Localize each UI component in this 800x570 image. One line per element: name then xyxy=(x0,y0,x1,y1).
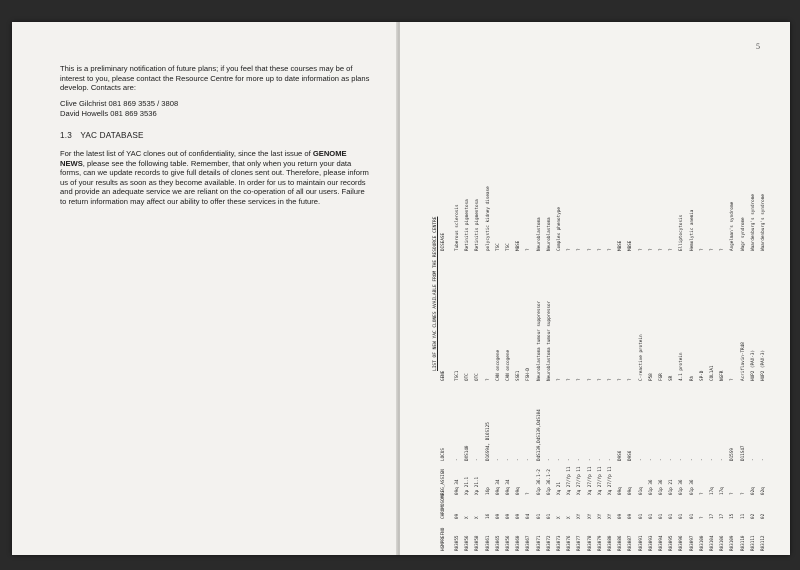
cell-chromosome: XY xyxy=(577,513,583,519)
cell-gene: ? xyxy=(557,378,562,381)
cell-gene: ? xyxy=(730,378,736,381)
section-heading xyxy=(60,131,144,140)
cell-reg-assign: ? xyxy=(699,492,705,495)
cell-chromosome: 01 xyxy=(679,513,685,519)
cell-ref: R03094 xyxy=(659,535,664,551)
header-gene: GENE xyxy=(441,370,446,381)
cell-locus: - xyxy=(577,458,583,461)
cell-locus: D9S6 xyxy=(628,450,634,461)
cell-gene: ? xyxy=(628,378,634,381)
cell-disease: MBSE xyxy=(516,240,522,251)
cell-disease: MBSE xyxy=(628,240,634,251)
cell-reg-assign: 01p 36 xyxy=(689,479,695,495)
cell-reg-assign: 16p xyxy=(485,487,491,495)
cell-locus: - xyxy=(557,458,562,461)
cell-chromosome: ? xyxy=(699,516,705,519)
cell-disease: ? xyxy=(587,248,593,251)
cell-reg-assign: 09q xyxy=(618,487,624,495)
cell-locus: - xyxy=(526,458,532,461)
cell-locus: - xyxy=(699,458,705,461)
cell-chromosome: X xyxy=(557,516,562,519)
cell-gene: C-reactive protein xyxy=(638,334,644,381)
cell-reg-assign: 01p 21 xyxy=(669,479,675,495)
header-locus: LOCUS xyxy=(441,448,446,461)
cell-reg-assign: 01q xyxy=(638,487,644,495)
yac-clone-table xyxy=(433,77,773,551)
cell-disease: Elliptocytosis xyxy=(679,214,685,251)
cell-chromosome: 01 xyxy=(638,513,644,519)
cell-reg-assign: Xp 21.1 xyxy=(475,476,481,495)
cell-gene: Neuroblastoma tumour suppressor xyxy=(536,300,542,381)
cell-locus: - xyxy=(516,458,522,461)
cell-ref: R03071 xyxy=(536,535,542,551)
cell-locus: D15S9 xyxy=(730,448,736,461)
cell-gene: Acriflavin-TR48 xyxy=(740,342,746,381)
cell-ref: R03058 xyxy=(475,535,481,551)
cell-ref: R03067 xyxy=(526,535,532,551)
cell-locus: - xyxy=(495,458,501,461)
cell-chromosome: 01 xyxy=(659,513,664,519)
cell-chromosome: 17 xyxy=(720,513,726,519)
cell-ref: R03096 xyxy=(679,535,685,551)
cell-disease: ? xyxy=(638,248,644,251)
cell-reg-assign: Xq 21 xyxy=(557,482,562,495)
cell-chromosome: 01 xyxy=(689,513,695,519)
cell-ref: R03095 xyxy=(669,535,675,551)
cell-locus: - xyxy=(506,458,511,461)
genome-news-emphasis: GENOME NEWS xyxy=(60,149,347,168)
cell-disease: Tuberous sclerosis xyxy=(455,204,460,251)
contact-david: David Howells 081 869 3536 xyxy=(60,108,157,118)
cell-locus: D9S6 xyxy=(618,450,624,461)
document-spread xyxy=(12,22,790,555)
cell-reg-assign: Xq 27/Yp 11 xyxy=(608,466,613,495)
cell-ref: R03093 xyxy=(648,535,654,551)
cell-chromosome: 02 xyxy=(750,513,756,519)
cell-chromosome: 04 xyxy=(526,513,532,519)
cell-ref: R03080 xyxy=(608,535,613,551)
header-reg-assign: REG_ASSIGN xyxy=(441,469,446,495)
cell-reg-assign: Xq 27/Yp 11 xyxy=(587,466,593,495)
cell-chromosome: XY xyxy=(597,513,603,519)
cell-reg-assign: 09q 34 xyxy=(506,479,511,495)
cell-reg-assign: 09q 34 xyxy=(455,479,460,495)
cell-locus: - xyxy=(597,458,603,461)
cell-reg-assign: ? xyxy=(526,492,532,495)
cell-chromosome: 01 xyxy=(536,513,542,519)
cell-locus: - xyxy=(761,458,766,461)
cell-disease: ? xyxy=(699,248,705,251)
cell-disease: ? xyxy=(567,248,573,251)
cell-gene: COL1A1 xyxy=(710,365,715,381)
cell-ref: R03091 xyxy=(638,535,644,551)
cell-disease: ? xyxy=(669,248,675,251)
cell-disease: Waardenburg's syndrome xyxy=(761,194,766,251)
header-hgmprefno: HGMPREFNO xyxy=(441,527,446,551)
cell-reg-assign: 01p 36 xyxy=(648,479,654,495)
cell-disease: Retinitis pigmentosa xyxy=(475,199,481,251)
cell-locus: D4S139,D4S139,D4S104 xyxy=(536,409,542,461)
cell-locus: - xyxy=(669,458,675,461)
cell-gene: FGR xyxy=(659,373,664,381)
cell-gene: CAN oncogene xyxy=(506,349,511,381)
cell-chromosome: 09 xyxy=(618,513,624,519)
cell-gene: SSE1 xyxy=(516,370,522,381)
cell-chromosome: 01 xyxy=(546,513,552,519)
cell-gene: ? xyxy=(587,378,593,381)
cell-reg-assign: 02q xyxy=(761,487,766,495)
cell-reg-assign: ? xyxy=(740,492,746,495)
yac-paragraph xyxy=(60,149,370,207)
cell-disease: ? xyxy=(648,248,654,251)
cell-reg-assign: ? xyxy=(730,492,736,495)
cell-ref: R03073 xyxy=(557,535,562,551)
cell-reg-assign: Xq 27/Yp 11 xyxy=(577,466,583,495)
cell-reg-assign: Xp 21.1 xyxy=(465,476,471,495)
cell-chromosome: XY xyxy=(587,513,593,519)
yac-paragraph-end: , please see the following table. Remember, that only when you return your data forms, can we update records to give full details of clones sent out. Therefore, please inform us of your results as soon as they become available. In order for us to maintain our records and provide an adequate service we are reliant on the co-operation of all our users. Failure to return information may affect our ability to offer these services in the future. xyxy=(60,158,369,206)
contacts-block xyxy=(60,99,370,118)
cell-chromosome: 09 xyxy=(495,513,501,519)
cell-locus: D16S94, D16S125 xyxy=(485,422,491,461)
cell-disease: TSC xyxy=(506,243,511,251)
cell-gene: Rh xyxy=(689,375,695,381)
cell-chromosome: 02 xyxy=(761,513,766,519)
cell-ref: R03078 xyxy=(587,535,593,551)
cell-chromosome: X xyxy=(465,516,471,519)
header-disease: DISEASE xyxy=(441,232,446,251)
cell-locus: - xyxy=(475,458,481,461)
cell-gene: ? xyxy=(485,378,491,381)
cell-disease: Neuroblastoma xyxy=(546,217,552,251)
cell-ref: R03076 xyxy=(567,535,573,551)
cell-chromosome: X xyxy=(475,516,481,519)
cell-ref: R03086 xyxy=(618,535,624,551)
cell-locus: - xyxy=(679,458,685,461)
yac-paragraph-start: For the latest list of YAC clones out of confidentiality, since the last issue of xyxy=(60,149,313,158)
cell-disease: ? xyxy=(608,248,613,251)
cell-gene: SP-D xyxy=(699,370,705,381)
cell-chromosome: 11 xyxy=(740,513,746,519)
cell-gene: HUP2 (PAX-3) xyxy=(750,349,756,381)
cell-locus: - xyxy=(587,458,593,461)
cell-chromosome: 15 xyxy=(730,513,736,519)
cell-disease: Wagr syndrome xyxy=(740,217,746,251)
cell-reg-assign: Xq 27/Yp 11 xyxy=(567,466,573,495)
intro-paragraph: This is a preliminary notification of future plans; if you feel that these courses may be of interest to you, please contact the Resource Centre for more up to date information as plans develop. Contacts are: xyxy=(60,64,370,93)
cell-locus: - xyxy=(659,458,664,461)
cell-reg-assign: 17q xyxy=(720,487,726,495)
cell-ref: R03072 xyxy=(546,535,552,551)
cell-disease: ? xyxy=(720,248,726,251)
cell-reg-assign: 02q xyxy=(750,487,756,495)
cell-ref: R03100 xyxy=(699,535,705,551)
header-chromosome: CHROMOSOME xyxy=(441,493,446,519)
cell-gene: NGFR xyxy=(720,370,726,381)
cell-gene: 4.1 protein xyxy=(679,352,685,381)
cell-gene: ? xyxy=(577,378,583,381)
cell-ref: R03079 xyxy=(597,535,603,551)
cell-ref: R03106 xyxy=(720,535,726,551)
cell-disease: Retinitis pigmentosa xyxy=(465,199,471,251)
cell-locus: - xyxy=(689,458,695,461)
cell-disease: ? xyxy=(659,248,664,251)
cell-ref: R03060 xyxy=(516,535,522,551)
cell-disease: ? xyxy=(577,248,583,251)
cell-locus: - xyxy=(710,458,715,461)
cell-locus: - xyxy=(648,458,654,461)
cell-reg-assign: 01p 36 xyxy=(679,479,685,495)
cell-disease: ? xyxy=(710,248,715,251)
cell-chromosome: 17 xyxy=(710,513,715,519)
cell-disease: Complex phenotype xyxy=(557,207,562,251)
cell-disease: Waardenburg's syndrome xyxy=(750,194,756,251)
cell-ref: R03111 xyxy=(750,535,756,551)
cell-ref: R03112 xyxy=(761,535,766,551)
cell-ref: R03097 xyxy=(689,535,695,551)
cell-reg-assign: 09q xyxy=(516,487,522,495)
cell-locus: - xyxy=(720,458,726,461)
cell-gene: FSH-D xyxy=(526,368,532,381)
cell-ref: R03110 xyxy=(740,535,746,551)
cell-reg-assign: 17q xyxy=(710,487,715,495)
cell-ref: R03056 xyxy=(465,535,471,551)
left-page xyxy=(12,22,398,555)
cell-locus: - xyxy=(455,458,460,461)
cell-disease: Hemolytic anemia xyxy=(689,209,695,251)
cell-disease: Neuroblastoma xyxy=(536,217,542,251)
cell-ref: R03077 xyxy=(577,535,583,551)
cell-reg-assign: 09q xyxy=(628,487,634,495)
cell-gene: SR xyxy=(669,375,675,381)
cell-disease: ? xyxy=(597,248,603,251)
cell-gene: OTC xyxy=(465,373,471,381)
cell-reg-assign: 09q 34 xyxy=(495,479,501,495)
cell-chromosome: 09 xyxy=(516,513,522,519)
cell-reg-assign: 01p 36.1-2 xyxy=(546,469,552,495)
cell-ref: R03061 xyxy=(485,535,491,551)
cell-gene: TSC1 xyxy=(455,370,460,381)
cell-reg-assign: Xq 27/Yp 11 xyxy=(597,466,603,495)
rotated-table-area xyxy=(433,77,773,551)
cell-disease: Angelman's syndrome xyxy=(730,201,736,251)
cell-reg-assign: 01p 36 xyxy=(659,479,664,495)
cell-locus: - xyxy=(608,458,613,461)
cell-gene: ? xyxy=(618,378,624,381)
page-number: 5 xyxy=(756,42,760,51)
cell-gene: P58 xyxy=(648,373,654,381)
cell-chromosome: 09 xyxy=(506,513,511,519)
cell-ref: R03104 xyxy=(710,535,715,551)
cell-disease: MBSE xyxy=(618,240,624,251)
right-page xyxy=(400,22,790,555)
contact-clive: Clive Gilchrist 081 869 3535 / 3808 xyxy=(60,99,179,108)
cell-chromosome: X xyxy=(567,516,573,519)
cell-ref: R03055 xyxy=(455,535,460,551)
cell-gene: HUP2 (PAX-3) xyxy=(761,349,766,381)
table-title: LIST OF NEW YAC CLONES AVAILABLE FROM THE RESOURCE CENTRE xyxy=(433,216,438,371)
cell-chromosome: XY xyxy=(608,513,613,519)
cell-disease: TSC xyxy=(495,243,501,251)
cell-chromosome: 01 xyxy=(648,513,654,519)
cell-ref: R03065 xyxy=(495,535,501,551)
section-number: 1.3 xyxy=(60,131,72,140)
cell-gene: ? xyxy=(567,378,573,381)
cell-disease: polycystic kidney disease xyxy=(485,186,491,251)
cell-reg-assign: 01p 36.1-2 xyxy=(536,469,542,495)
cell-gene: ? xyxy=(608,378,613,381)
cell-gene: ? xyxy=(597,378,603,381)
section-title: YAC DATABASE xyxy=(80,131,144,140)
cell-locus: - xyxy=(567,458,573,461)
cell-gene: CAN oncogene xyxy=(495,349,501,381)
cell-locus: - xyxy=(546,458,552,461)
cell-locus: - xyxy=(750,458,756,461)
cell-chromosome: 09 xyxy=(628,513,634,519)
cell-gene: Neuroblastoma tumour suppressor xyxy=(546,300,552,381)
cell-locus: D11S47 xyxy=(740,445,746,461)
cell-ref: R03109 xyxy=(730,535,736,551)
cell-chromosome: 16 xyxy=(485,513,491,519)
cell-disease: ? xyxy=(526,248,532,251)
cell-ref: R03087 xyxy=(628,535,634,551)
cell-locus: DXS140 xyxy=(465,445,471,461)
cell-chromosome: 01 xyxy=(669,513,675,519)
cell-locus: - xyxy=(638,458,644,461)
cell-ref: R03056 xyxy=(506,535,511,551)
cell-chromosome: 09 xyxy=(455,513,460,519)
cell-gene: OTC xyxy=(475,373,481,381)
